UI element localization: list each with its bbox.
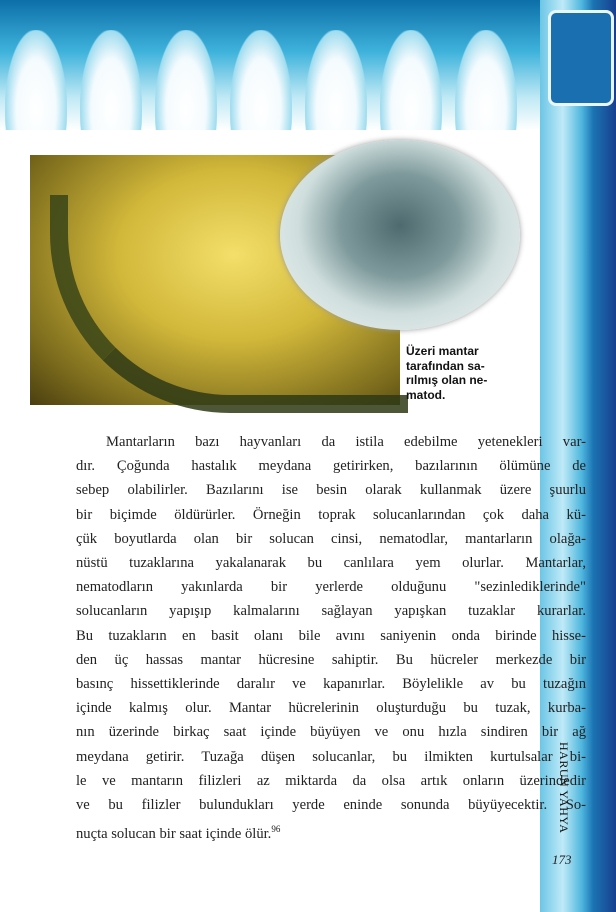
page-number: 173 [552, 852, 572, 867]
decorative-arches-header [0, 0, 545, 130]
body-paragraph [76, 430, 586, 846]
text-line: den üç hassas mantar hücresine sahiptir. Bu hücreler merkezde bir [76, 651, 586, 668]
text-line [76, 817, 586, 846]
text-line: sebep olabilirler. Bazılarını ise besin olarak kullanmak üzere şuurlu [76, 482, 586, 499]
figure-caption [406, 344, 496, 402]
text-line: solucanların yapışıp kalmalarını sağlayan yapışkan tuzaklar kurarlar. [76, 603, 586, 620]
text-line: Bu tuzakların en basit olanı bile avını saniyenin onda birinde hisse- [76, 627, 586, 644]
text-line: meydana getirir. Tuzağa düşen solucanlar, bu ilmikten kurtulsalar bi- [76, 748, 586, 765]
publisher-logo [548, 10, 614, 106]
caption-line: rılmış olan ne- [406, 373, 488, 387]
text-line: dır. Çoğunda hastalık meydana getirirken, bazılarının ölümüne de [76, 458, 586, 475]
caption-line: tarafından sa- [406, 358, 485, 373]
text-line: le ve mantarın filizleri az miktarda da olsa artık onların üzerindedir [76, 772, 586, 789]
caption-line: Üzeri mantar [406, 344, 479, 358]
text-line: çük boyutlarda olan bir solucan cinsi, nematodlar, mantarların olağa- [76, 530, 586, 547]
text-line: nematodların yakınlarda bir yerlerde olduğunu "sezinlediklerinde" [76, 579, 586, 596]
last-line-text: nuçta solucan bir saat içinde ölür. [76, 826, 272, 843]
text-line: basınç hissettiklerinde daralır ve kapanırlar. Böylelikle av bu tuzağın [76, 676, 586, 693]
text-line: nüstü tuzaklarına yakalanarak bu canlılara yem olurlar. Mantarlar, [76, 555, 586, 572]
text-line: içinde kalmış olur. Mantar hücrelerinin oluşturduğu bu tuzak, kurba- [76, 700, 586, 717]
text-line: Mantarların bazı hayvanları da istila edebilme yetenekleri var- [106, 434, 586, 450]
author-spine-text: HARUN YAHYA [557, 742, 571, 834]
text-line: ve bu filizler bulundukları yerde eninde sonunda büyüyecektir. So- [76, 797, 586, 814]
caption-line: matod. [406, 387, 446, 402]
footnote-reference: 96 [271, 824, 281, 835]
text-line: bir biçimde öldürürler. Örneğin toprak solucanlarından çok daha kü- [76, 506, 586, 523]
text-line: nın üzerinde birkaç saat içinde büyüyen ve onu hızla sindiren bir ağ [76, 724, 586, 741]
fungus-inset-image [280, 140, 520, 330]
